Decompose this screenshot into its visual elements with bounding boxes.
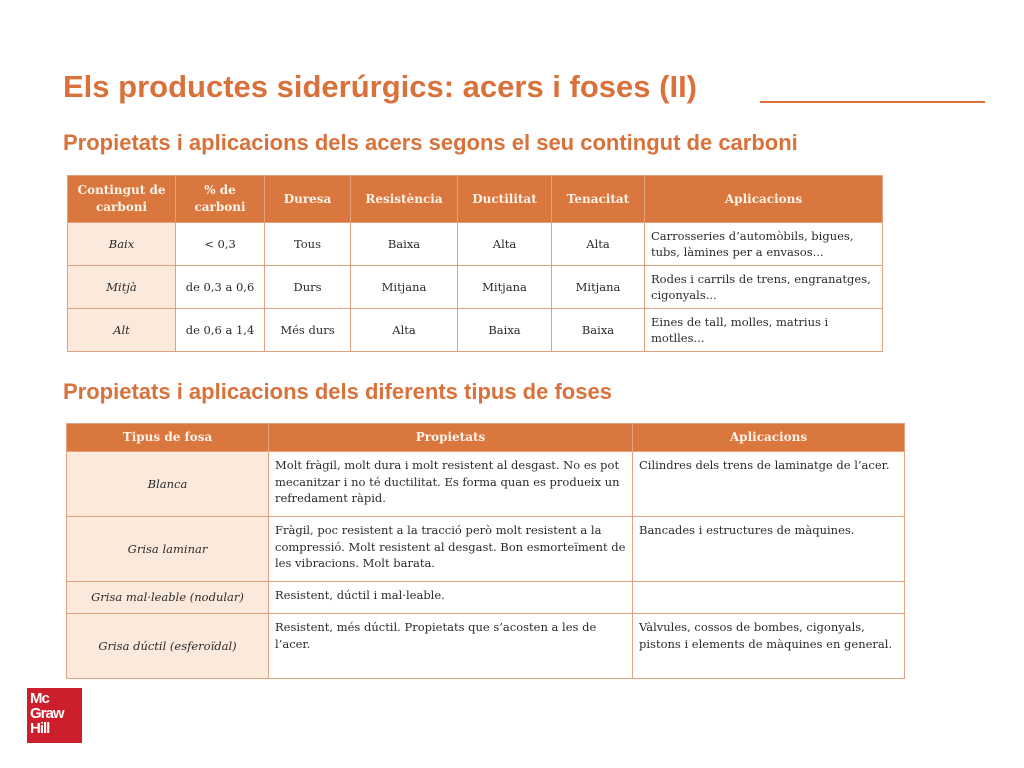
header-percent: % de carboni: [176, 176, 265, 223]
cast-iron-table: [66, 423, 905, 679]
table-cell: Baixa: [351, 223, 458, 266]
header-aplicacions: Aplicacions: [645, 176, 883, 223]
header-duresa: Duresa: [265, 176, 351, 223]
table-cell: Bancades i estructures de màquines.: [633, 517, 905, 582]
table-cell: Més durs: [265, 309, 351, 352]
table-row: [67, 517, 905, 582]
table-row: [67, 614, 905, 679]
table-cell: Resistent, dúctil i mal·leable.: [269, 582, 633, 614]
table-cell: Fràgil, poc resistent a la tracció però molt resistent a la compressió. Molt resistent al desgast. Bon esmorteïment de les vibracions. Molt barata.: [269, 517, 633, 582]
logo-line: Graw: [30, 705, 64, 722]
logo-line: Mc: [30, 690, 49, 707]
table-cell: Mitjana: [552, 266, 645, 309]
table-cell: Alta: [458, 223, 552, 266]
row-label: Grisa laminar: [67, 517, 269, 582]
table-cell: Baixa: [458, 309, 552, 352]
table-row: [68, 223, 883, 266]
row-label: Grisa dúctil (esferoïdal): [67, 614, 269, 679]
row-label: Baix: [68, 223, 176, 266]
steel-carbon-table: [67, 175, 883, 352]
row-label: Grisa mal·leable (nodular): [67, 582, 269, 614]
table-header-row: [67, 424, 905, 452]
row-label: Mitjà: [68, 266, 176, 309]
page-title: Els productes siderúrgics: acers i foses (II): [63, 69, 698, 104]
row-label: Alt: [68, 309, 176, 352]
table-cell: Mitjana: [351, 266, 458, 309]
table-cell: Resistent, més dúctil. Propietats que s’acosten a les de l’acer.: [269, 614, 633, 679]
table-cell: Molt fràgil, molt dura i molt resistent al desgast. No es pot mecanitzar i no té ductilitat. Es forma quan es produeix un refredament ràpid.: [269, 452, 633, 517]
table-cell: Baixa: [552, 309, 645, 352]
header-resistencia: Resistència: [351, 176, 458, 223]
mcgraw-hill-logo: [27, 688, 82, 743]
table-cell: Mitjana: [458, 266, 552, 309]
logo-line: Hill: [30, 720, 50, 737]
table-row: [68, 266, 883, 309]
row-label: Blanca: [67, 452, 269, 517]
table-cell: Vàlvules, cossos de bombes, cigonyals, pistons i elements de màquines en general.: [633, 614, 905, 679]
header-tenacitat: Tenacitat: [552, 176, 645, 223]
table-cell: Tous: [265, 223, 351, 266]
section2-heading: Propietats i aplicacions dels diferents tipus de foses: [63, 379, 612, 404]
table-row: [68, 309, 883, 352]
header-tipus: Tipus de fosa: [67, 424, 269, 452]
header-propietats: Propietats: [269, 424, 633, 452]
table-cell: Durs: [265, 266, 351, 309]
table-header-row: [68, 176, 883, 223]
title-underline: [760, 101, 985, 103]
table-cell: < 0,3: [176, 223, 265, 266]
table-cell: Alta: [552, 223, 645, 266]
table-cell: Carrosseries d’automòbils, bigues, tubs, làmines per a envasos...: [645, 223, 883, 266]
table-cell: Eines de tall, molles, matrius i motlles...: [645, 309, 883, 352]
table-cell: de 0,6 a 1,4: [176, 309, 265, 352]
table-cell: Rodes i carrils de trens, engranatges, cigonyals...: [645, 266, 883, 309]
table-cell: [633, 582, 905, 614]
table-cell: Alta: [351, 309, 458, 352]
header-aplicacions: Aplicacions: [633, 424, 905, 452]
table-cell: Cilindres dels trens de laminatge de l’acer.: [633, 452, 905, 517]
table-row: [67, 452, 905, 517]
header-ductilitat: Ductilitat: [458, 176, 552, 223]
header-contingut: Contingut de carboni: [68, 176, 176, 223]
table-cell: de 0,3 a 0,6: [176, 266, 265, 309]
section1-heading: Propietats i aplicacions dels acers segons el seu contingut de carboni: [63, 130, 798, 155]
table-row: [67, 582, 905, 614]
